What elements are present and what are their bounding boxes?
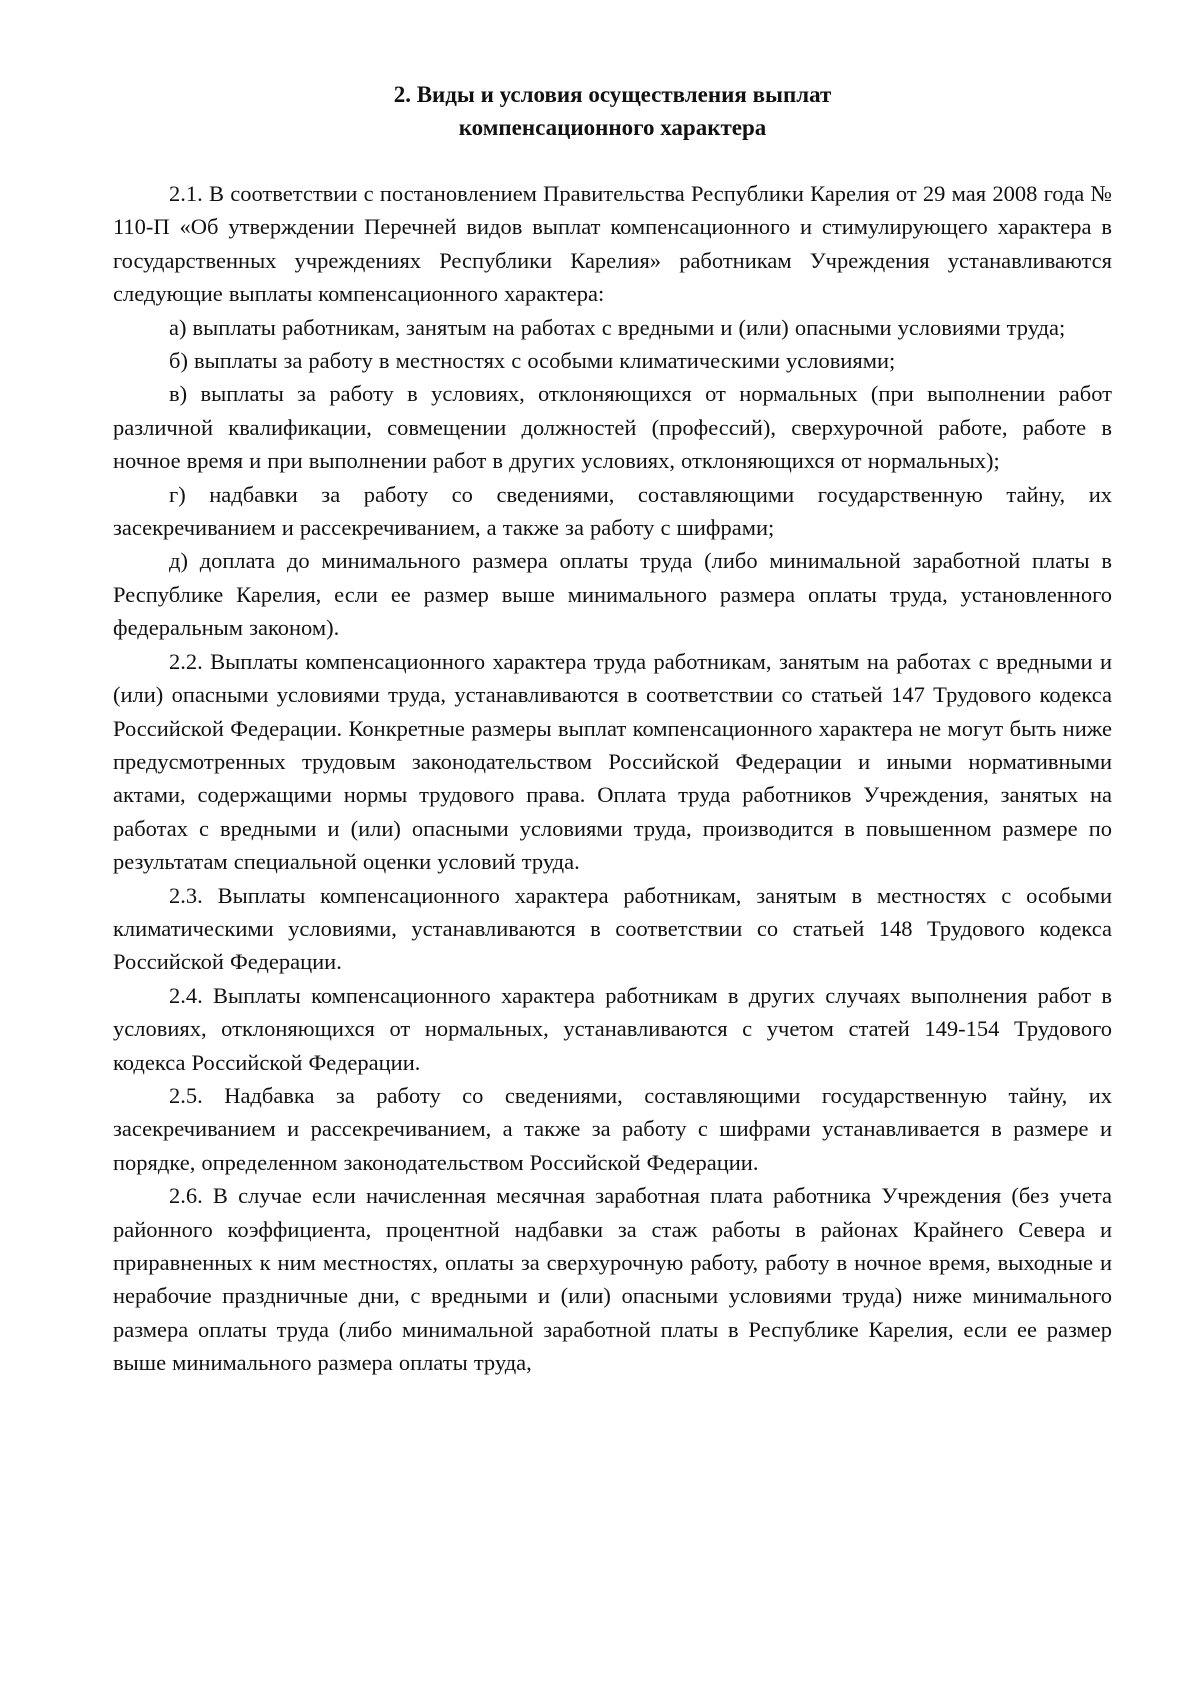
list-item-a: а) выплаты работникам, занятым на работах с вредными и (или) опасными условиями труда;: [169, 314, 1066, 340]
paragraph-2-1: 2.1. В соответствии с постановлением Правительства Республики Карелия от 29 мая 2008 года № 110-П «Об утверждении Перечней видов выплат компенсационного и стимулирующего характера в государственных учреждениях Республики Карелия» работникам Учреждения устанавливаются следующие выплаты компенсационного характера:: [113, 181, 1112, 307]
list-item-b: б) выплаты за работу в местностях с особыми климатическими условиями;: [169, 348, 896, 374]
paragraph-2-5: 2.5. Надбавка за работу со сведениями, составляющими государственную тайну, их засекречиванием и рассекречиванием, а также за работу с шифрами устанавливается в размере и порядке, определенном законодательством Российской Федерации.: [113, 1082, 1112, 1175]
paragraph-2-4: 2.4. Выплаты компенсационного характера работникам в других случаях выполнения работ в условиях, отклоняющихся от нормальных, устанавливаются с учетом статей 149-154 Трудового кодекса Российской Федерации.: [113, 982, 1112, 1075]
list-item-d: д) доплата до минимального размера оплаты труда (либо минимальной заработной платы в Республике Карелия, если ее размер выше минимального размера оплаты труда, установленного федеральным законом).: [113, 548, 1112, 641]
document-body: [113, 177, 1112, 1380]
list-item-g: г) надбавки за работу со сведениями, составляющими государственную тайну, их засекречиванием и рассекречиванием, а также за работу с шифрами;: [113, 481, 1112, 541]
document-title: [113, 78, 1112, 144]
list-item-v: в) выплаты за работу в условиях, отклоняющихся от нормальных (при выполнении работ различной квалификации, совмещении должностей (профессий), сверхурочной работе, работе в ночное время и при выполнении работ в других условиях, отклоняющихся от нормальных);: [113, 381, 1112, 474]
document-title-line-1: 2. Виды и условия осуществления выплат: [393, 82, 832, 107]
document-title-line-2: компенсационного характера: [458, 115, 767, 140]
paragraph-2-6: 2.6. В случае если начисленная месячная заработная плата работника Учреждения (без учета районного коэффициента, процентной надбавки за стаж работы в районах Крайнего Севера и приравненных к ним местностях, оплаты за сверхурочную работу, работу в ночное время, выходные и нерабочие праздничные дни, с вредными и (или) опасными условиями труда) ниже минимального размера оплаты труда (либо минимальной заработной платы в Республике Карелия, если ее размер выше минимального размера оплаты труда,: [113, 1183, 1112, 1376]
paragraph-2-2: 2.2. Выплаты компенсационного характера труда работникам, занятым на работах с вредными и (или) опасными условиями труда, устанавливаются в соответствии со статьей 147 Трудового кодекса Российской Федерации. Конкретные размеры выплат компенсационного характера не могут быть ниже предусмотренных трудовым законодательством Российской Федерации и иными нормативными актами, содержащими нормы трудового права. Оплата труда работников Учреждения, занятых на работах с вредными и (или) опасными условиями труда, производится в повышенном размере по результатам специальной оценки условий труда.: [113, 648, 1112, 875]
paragraph-2-3: 2.3. Выплаты компенсационного характера работникам, занятым в местностях с особыми климатическими условиями, устанавливаются в соответствии со статьей 148 Трудового кодекса Российской Федерации.: [113, 882, 1112, 975]
